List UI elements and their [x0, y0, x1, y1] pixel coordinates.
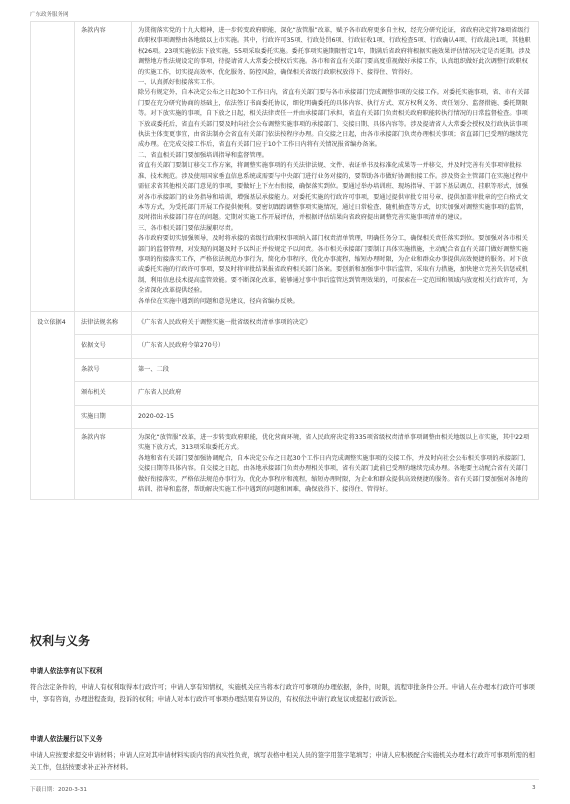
site-name: 广东政务服务网: [30, 12, 69, 18]
table-row: [31, 22, 539, 312]
obligations-text: 申请人应按要求提交申请材料；申请人应对其申请材料实质内容的真实性负责，填写表格中相关人员的签字用签字笔填写；申请人应积极配合实施机关办理本行政许可事项所需的相关工作，包括按要求补正补齐材料。: [30, 751, 535, 772]
footer-divider: [30, 779, 539, 780]
rights-subtitle: 申请人依法享有以下权利: [30, 667, 103, 675]
clause-paragraph: 各单位在实施中遇到的问题和意见建议，径向省编办反映。: [138, 297, 299, 305]
clause-paragraph: 省直有关部门要制订移交工作方案，将调整实施事项的有关法律法规、文件、表证单书及标准化成果等一并移交，并及时完善有关事项审批标准、技术规范。涉及使用国家垂直信息系统或需要与中央部门进行业务对接的，要帮助各市做好协调衔接工作。涉及资金主管部门在实施过程中需征求省其他相关部门意见的事项，要做好上下左右衔接，确保落实到位。要通过举办培训班、现场指导、干部下基层调点、挂职等形式，加强对各市承接部门的业务指导和培训，增强基层承接能力。对委托实施的行政许可事项，要通过提供审批专用号章、提供加盖审批章的空白格式文本等方式，为受托部门开展工作提供便利。要密切跟踪调整事项实施情况，通过日常检查、随机抽查等方式，切实加强对调整实施事项的监管，及时指出承接部门存在的问题。定期对实施工作开展评估，并根据评估结果向省政府提出调整完善实施事项清单的建议。: [138, 162, 528, 222]
table-row: [31, 429, 539, 500]
effective-date-label: 实施日期: [75, 405, 132, 428]
table-cell-empty: [31, 22, 75, 312]
basis-group-label: 设立依据4: [31, 311, 75, 499]
clause-content-cell: [132, 429, 539, 500]
clause-heading: 二、省直相关部门要加强培训指导和监督管理。: [138, 151, 268, 159]
clause-paragraph: 为深化“放管服”改革，进一步转变政府职能，优化营商环境，省人民政府决定将335项省级权责清单事项调整由相关地级以上市实施，其中22项实施下放方式，313项采取委托方式。: [138, 434, 530, 452]
law-name-label: 法律法规名称: [75, 311, 132, 334]
clause-content-cell: [132, 22, 539, 312]
issuing-authority-value: 广东省人民政府: [132, 382, 539, 405]
clause-paragraph: 各市政府要切实加强领导，及时将承接的省级行政职权事项纳入部门权责清单管理，明确任务分工，确保相关责任落实到位。要加强对各市相关部门的监督管理，对发现的问题及时予以纠正并按规定予以问责。各市相关承接部门要制订具体实施措施，主动配合省直有关部门做好调整实施事项的衔接落实工作，严格依法规范办事行为，简化办事程序，优化办事流程，缩短办理时限，为企业和群众办事提供高效便捷的服务。对下放或委托实施的行政许可事项，要及时将审批结果报省政府相关部门备案。要创新和加强事中事后监管，采取有力措施，加快建立完善失信惩戒机制，利用信息技术提高监管效能。要不断深化改革，能够通过事中事后监管达到管理效果的，可探索在一定范围和领域内放宽相关行政许可，为全省深化改革提供经验。: [138, 235, 528, 295]
effective-date-value: 2020-02-15: [132, 405, 539, 428]
clause-heading: 三、各市相关部门要依法履职尽责。: [138, 224, 237, 232]
rights-text: 符合法定条件的，申请人有权利取得本行政许可；申请人享有知情权，实施机关应当将本行政许可事项的办理依据，条件，时限，流程审批条件公开。申请人在办理本行政许可事项中，享有咨询，办理进程查询，投诉的权利；申请人对本行政许可事项办理结果有异议的，有权依法申请行政复议或提起行政诉讼。: [30, 683, 535, 704]
doc-number-value: （广东省人民政府令第270号）: [132, 335, 539, 358]
page-number: 3: [532, 785, 536, 791]
table-row: [31, 382, 539, 405]
item-basis-table: [30, 21, 539, 500]
clause-paragraph: 为贯彻落实党的十九大精神，进一步转变政府职能，深化“放管服”改革，赋予各市政府更多自主权，经充分研究论证，省政府决定将78项省级行政职权事项调整由各地级以上市实施。其中，行政许可35项、行政处罚6项、行政征收1项、行政检查5项、行政确认4项、行政裁决1项，其他职权26项。23项实施依法下放实施，55项采取委托实施。委托事项实施期限暂定1年，期满后省政府将根据实施效果评估情况决定是否延期。涉及调整地方性法规设定的事项，待提请省人大常委会授权后实施。各市和省直有关部门要高度重视做好承接工作，认真组织做好此次调整行政职权的实施工作，切实提高效率、优化服务、防控风险，确保相关省级行政职权放得下、接得住、管得好。: [138, 27, 531, 76]
issuing-authority-label: 颁布机关: [75, 382, 132, 405]
table-row: [31, 405, 539, 428]
table-row: [31, 335, 539, 358]
table-row: [31, 311, 539, 334]
clause-content-label: 条款内容: [75, 22, 132, 312]
clause-number-label: 条款号: [75, 358, 132, 381]
clause-paragraph: 各地和省有关部门要加强协调配合，自本决定公布之日起30个工作日内完成调整实施事项的交接工作，并及时向社会公布相关事项的承接部门、交接日期等具体内容。自交接之日起，由各地承接部门负责办理相关事项，省有关部门此前已受理的继续完成办理。各地要主动配合省有关部门做好衔接落实，严格依法规范办事行为，优化办事程序和流程，缩短办理时限，为企业和群众提供高效便捷的服务。省有关部门要加强对各地的培训、指导和监督，帮助解决实施工作中遇到的问题和困难，确保放得下、接得住、管得好。: [138, 454, 530, 494]
clause-content-label: 条款内容: [75, 429, 132, 500]
table-row: [31, 358, 539, 381]
doc-number-label: 依据文号: [75, 335, 132, 358]
clause-number-value: 第一、二段: [132, 358, 539, 381]
rights-section-title: 权利与义务: [30, 634, 91, 648]
download-date: 下载日期：2020-3-31: [30, 787, 87, 793]
law-name-value: 《广东省人民政府关于调整实施一批省级权责清单事项的决定》: [132, 311, 539, 334]
clause-paragraph: 除另有规定外，自本决定公布之日起30个工作日内，省直有关部门要与各市承接部门完成调整事项的交接工作。对委托实施事项，省、市有关部门要在充分研究协商的基础上，依法签订书面委托协议，细化明确委托的具体内容、执行方式、双方权利义务、责任划分、监督措施、委托期限等。对下放实施的事项，自下放之日起，相关法律责任一并由承接部门承担，省直有关部门负责相关政府职能转执行情况的日常监督检查。事项下放或委托后，省直有关部门要及时向社会公布调整实施事项的承接部门、交接日期、具体内容等。涉及提请省人大常委会授权及行政执法事项执法主体变更事宜，由省法制办会省直有关部门依法按程序办理。自交接之日起，由各市承接部门负责办理相关事项；省直部门已受理的继续完成办理。在完成交接工作后，省直有关部门应于10个工作日内将有关情况报省编办备案。: [138, 89, 530, 149]
obligations-subtitle: 申请人依法履行以下义务: [30, 735, 103, 743]
clause-heading: 一、认真抓好衔接落实工作。: [138, 79, 219, 87]
